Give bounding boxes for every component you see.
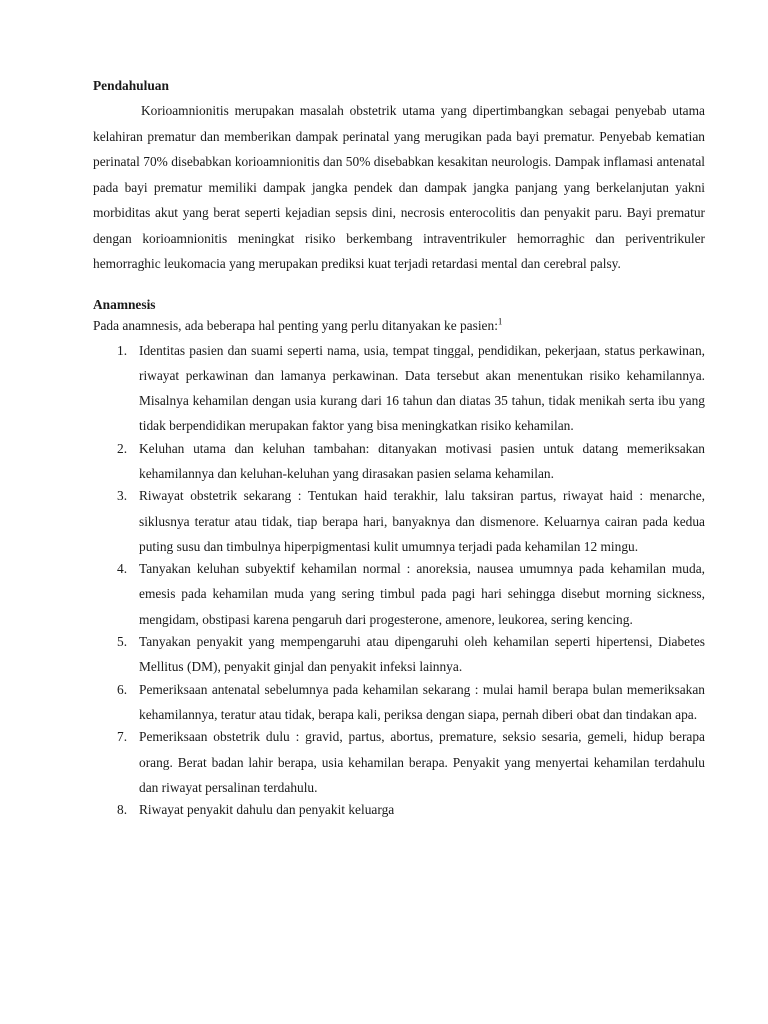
list-number: 4. [117,561,128,577]
footnote-ref: 1 [497,316,503,327]
list-item-text: Identitas pasien dan suami seperti nama, usia, tempat tinggal, pendidikan, pekerjaan, status perkawinan, riwayat perkawinan dan lamanya perkawinan. Data tersebut akan menentukan risiko kehamilannya. Misalnya kehamilan dengan usia kurang dari 16 tahun dan diatas 35 tahun, tidak menikah serta ibu yang tidak berpendidikan merupakan faktor yang bisa meningkatkan risiko kehamilan. [139,342,705,434]
paragraph-pendahuluan: Korioamnionitis merupakan masalah obstetrik utama yang dipertimbangkan sebagai penyebab utama kelahiran prematur dan memberikan dampak perinatal yang merugikan pada bayi prematur. Penyebab kematian perinatal 70% disebabkan korioamnionitis dan 50% disebabkan kesakitan neurologis. Dampak inflamasi antenatal pada bayi prematur memiliki dampak jangka pendek dan dampak jangka panjang yang berkelanjutan yakni morbiditas akut yang berat seperti kejadian sepsis dini, necrosis enterocolitis dan penyakit paru. Bayi prematur dengan korioamnionitis meningkat risiko berkembang intraventrikuler hemorraghic dan periventrikuler hemorraghic leukomacia yang merupakan prediksi kuat terjadi retardasi mental dan cerebral palsy. [93,103,705,271]
section-heading-pendahuluan: Pendahuluan [93,78,169,93]
list-item [93,338,705,439]
document-page [93,78,705,819]
list-number: 2. [117,440,128,456]
list-number: 6. [117,681,128,697]
list-item [93,797,705,822]
list-number: 5. [117,634,128,650]
list-item [93,677,705,728]
list-item [93,436,705,487]
anamnesis-list [93,338,705,823]
list-item-text: Riwayat obstetrik sekarang : Tentukan haid terakhir, lalu taksiran partus, riwayat haid : menarche, siklusnya teratur atau tidak, tiap berapa hari, banyaknya dan dismenore. Keluarnya cairan pada kedua puting susu dan timbulnya hiperpigmentasi kulit umumnya terjadi pada kehamilan 12 mingu. [139,488,705,554]
list-item-text: Keluhan utama dan keluhan tambahan: ditanyakan motivasi pasien untuk datang memeriksakan kehamilannya dan keluhan-keluhan yang dirasakan pasien selama kehamilan. [139,440,705,481]
list-item [93,556,705,632]
list-number: 1. [117,342,128,358]
list-item-text: Tanyakan penyakit yang mempengaruhi atau dipengaruhi oleh kehamilan seperti hipertensi, Diabetes Mellitus (DM), penyakit ginjal dan penyakit infeksi lainnya. [139,634,705,675]
list-number: 8. [117,802,128,818]
list-item [93,629,705,680]
list-item-text: Tanyakan keluhan subyektif kehamilan normal : anoreksia, nausea umumnya pada kehamilan muda, emesis pada kehamilan muda yang sering timbul pada pagi hari sehingga disebut morning sickness, mengidam, obstipasi karena pengaruh dari progesterone, amenore, leukorea, sering kencing. [139,561,705,627]
list-item [93,483,705,559]
list-item [93,724,705,800]
list-item-text: Riwayat penyakit dahulu dan penyakit keluarga [139,802,395,818]
anamnesis-intro-text: Pada anamnesis, ada beberapa hal penting yang perlu ditanyakan ke pasien: [93,317,498,333]
section-heading-anamnesis: Anamnesis [93,296,156,312]
list-item-text: Pemeriksaan obstetrik dulu : gravid, partus, abortus, premature, seksio sesaria, gemeli, hidup berapa orang. Berat badan lahir berapa, usia kehamilan berapa. Penyakit yang menyertai kehamilan terdahulu dan riwayat persalinan terdahulu. [139,729,705,795]
anamnesis-intro [93,317,705,335]
list-item-text: Pemeriksaan antenatal sebelumnya pada kehamilan sekarang : mulai hamil berapa bulan memeriksakan kehamilannya, teratur atau tidak, berapa kali, periksa dengan siapa, pernah diberi obat dan tindakan apa. [139,681,705,722]
list-number: 7. [117,729,128,745]
list-number: 3. [117,488,128,504]
